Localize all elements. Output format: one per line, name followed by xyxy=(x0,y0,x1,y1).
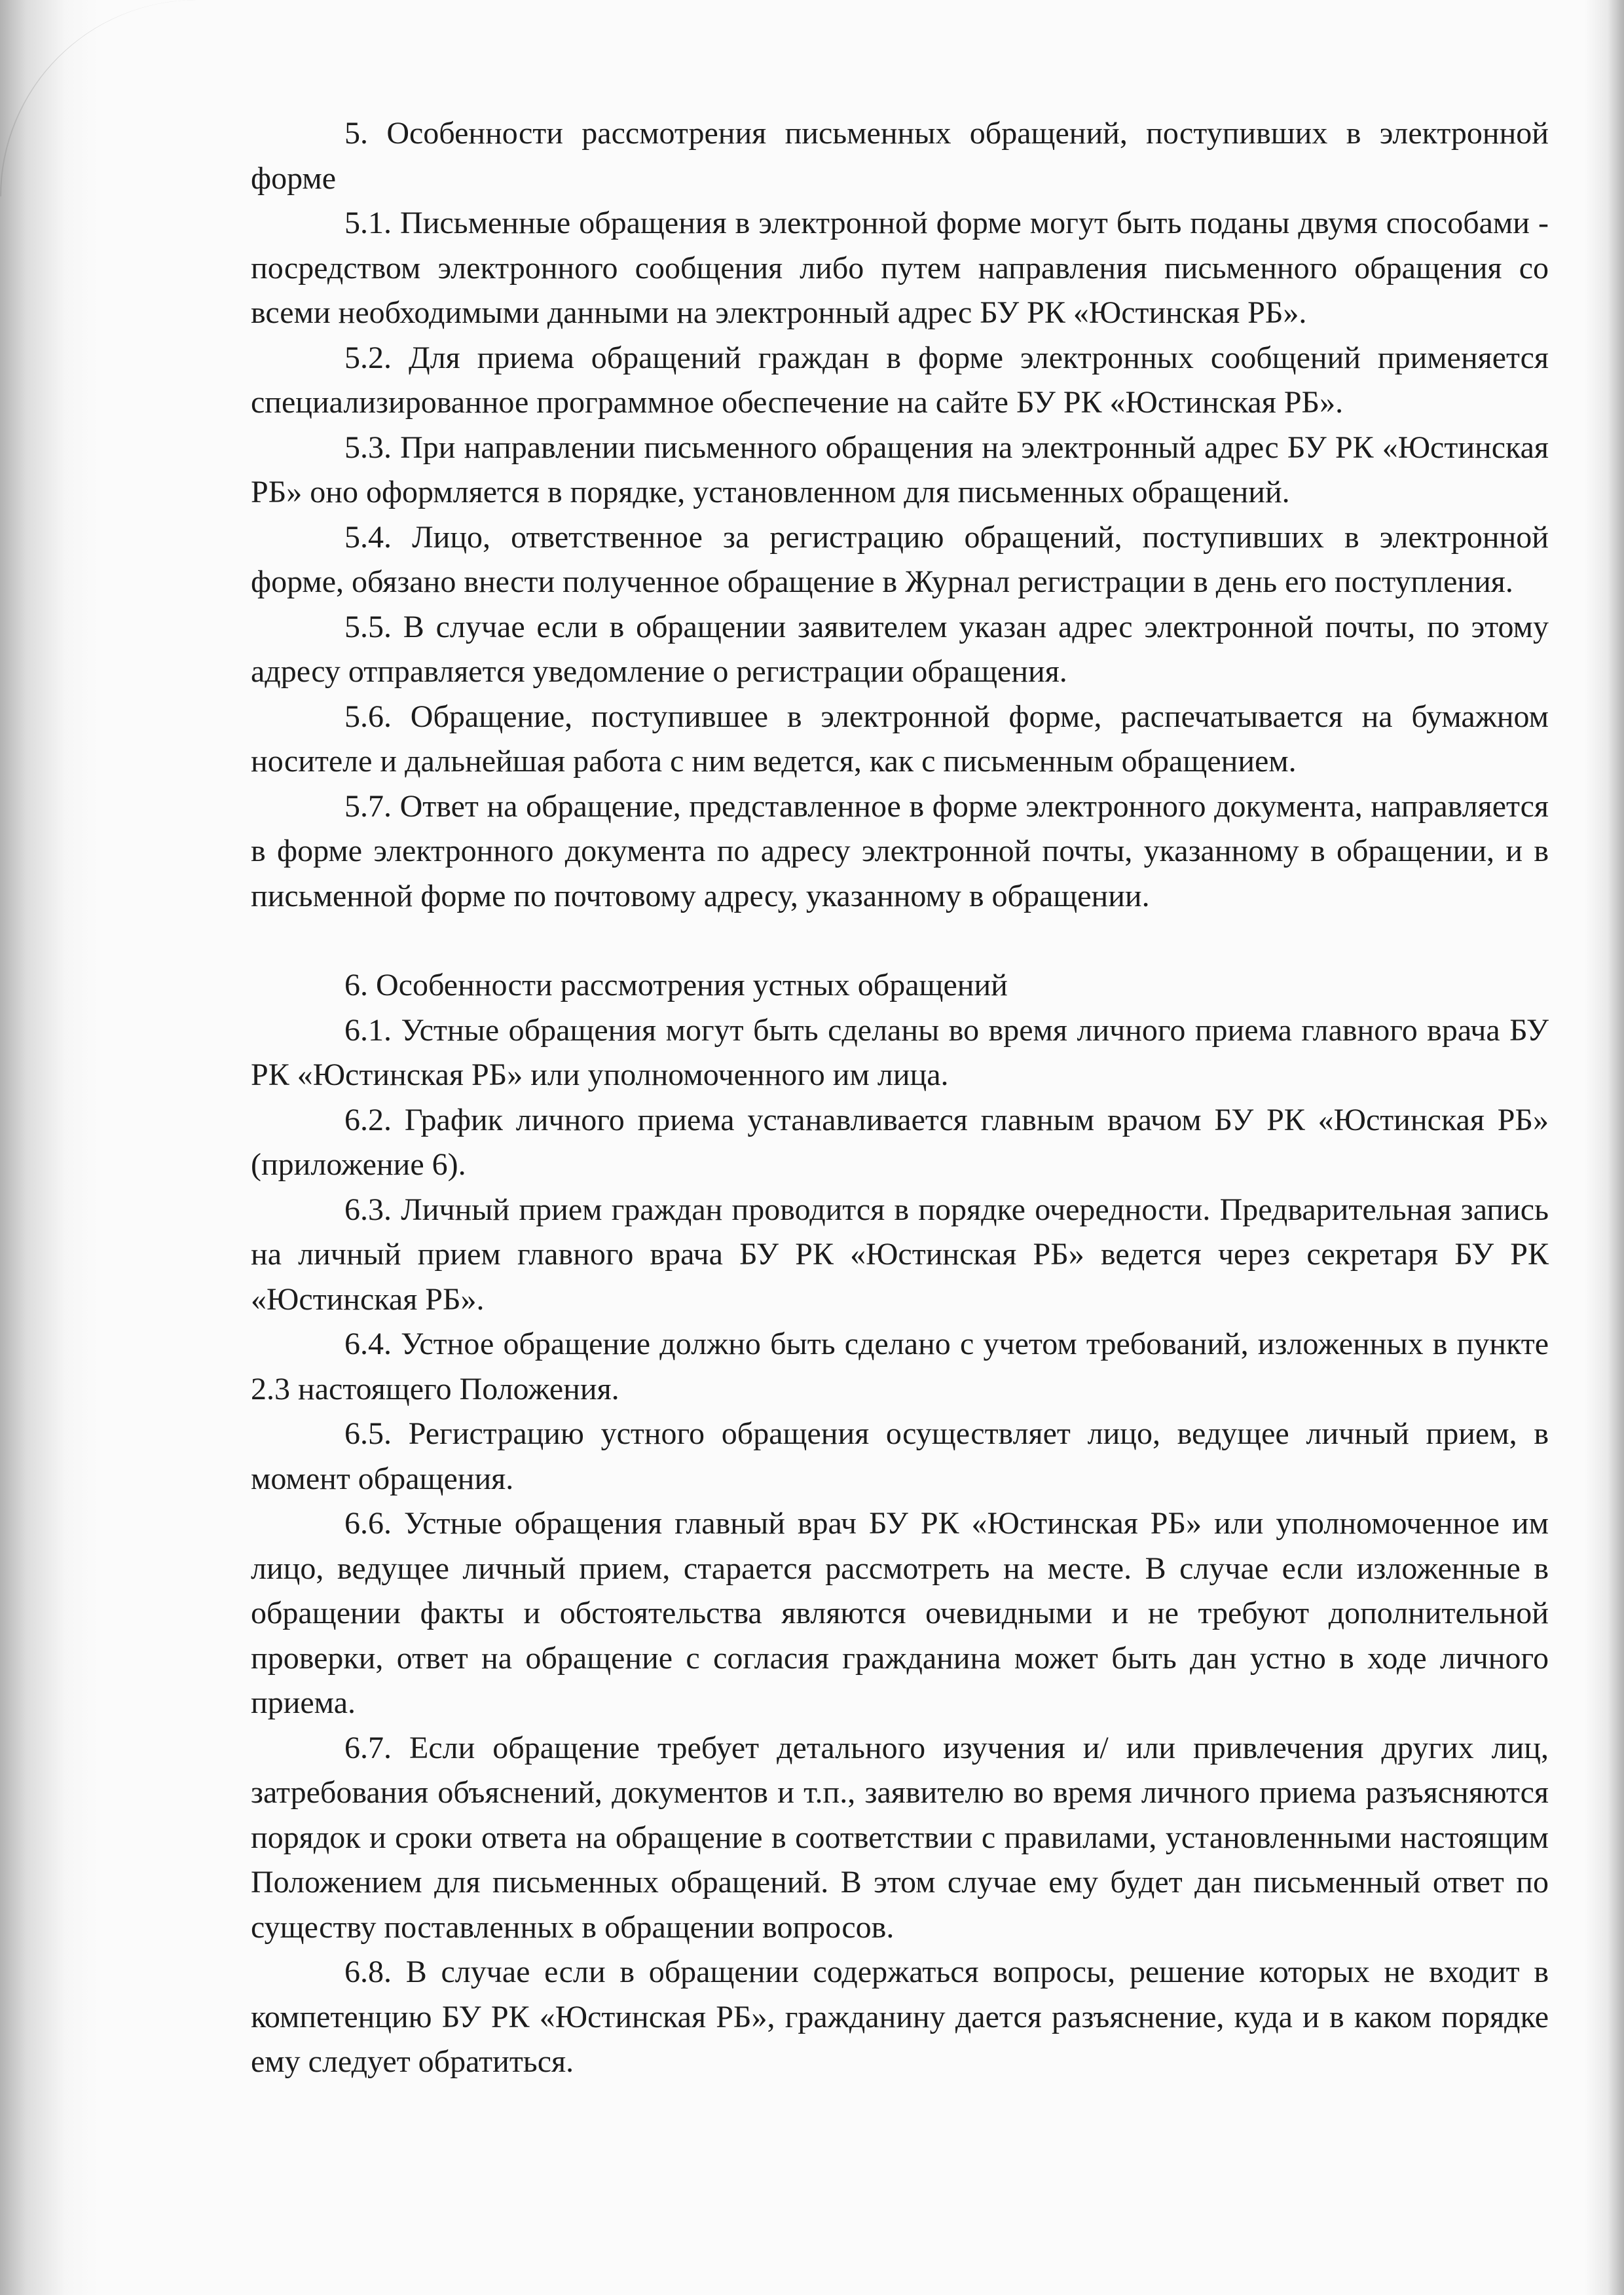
scan-shadow-right xyxy=(1585,0,1624,2295)
paragraph-5-3: 5.3. При направлении письменного обращения на электронный адрес БУ РК «Юстинская РБ» оно оформляется в порядке, установленном для письменных обращений. xyxy=(251,430,1549,509)
paragraph-6-5: 6.5. Регистрацию устного обращения осуществляет лицо, ведущее личный прием, в момент обращения. xyxy=(251,1416,1549,1496)
paragraph-6-7: 6.7. Если обращение требует детального изучения и/ или привлечения других лиц, затребования объяснений, документов и т.п., заявителю во время личного приема разъясняются порядок и сроки ответа на обращение в соответствии с правилами, установленными настоящим Положением для письменных обращений. В этом случае ему будет дан письменный ответ по существу поставленных в обращении вопросов. xyxy=(251,1730,1549,1945)
paragraph-5-5: 5.5. В случае если в обращении заявителем указан адрес электронной почты, по этому адресу отправляется уведомление о регистрации обращения. xyxy=(251,609,1549,689)
section-5-heading: 5. Особенности рассмотрения письменных обращений, поступивших в электронной форме xyxy=(251,116,1549,196)
section-gap xyxy=(251,919,1549,963)
paragraph-6-3: 6.3. Личный прием граждан проводится в порядке очередности. Предварительная запись на личный прием главного врача БУ РК «Юстинская РБ» ведется через секретаря БУ РК «Юстинская РБ». xyxy=(251,1192,1549,1317)
paragraph-5-1: 5.1. Письменные обращения в электронной форме могут быть поданы двумя способами - посредством электронного сообщения либо путем направления письменного обращения со всеми необходимыми данными на электронный адрес БУ РК «Юстинская РБ». xyxy=(251,206,1549,330)
paragraph-5-4: 5.4. Лицо, ответственное за регистрацию обращений, поступивших в электронной форме, обязано внести полученное обращение в Журнал регистрации в день его поступления. xyxy=(251,519,1549,599)
paragraph-5-2: 5.2. Для приема обращений граждан в форме электронных сообщений применяется специализированное программное обеспечение на сайте БУ РК «Юстинская РБ». xyxy=(251,340,1549,420)
paragraph-6-8: 6.8. В случае если в обращении содержаться вопросы, решение которых не входит в компетенцию БУ РК «Юстинская РБ», гражданину дается разъяснение, куда и в каком порядке ему следует обратиться. xyxy=(251,1955,1549,2079)
paragraph-6-2: 6.2. График личного приема устанавливается главным врачом БУ РК «Юстинская РБ» (приложение 6). xyxy=(251,1102,1549,1182)
paragraph-5-7: 5.7. Ответ на обращение, представленное в форме электронного документа, направляется в форме электронного документа по адресу электронной почты, указанному в обращении, и в письменной форме по почтовому адресу, указанному в обращении. xyxy=(251,788,1549,913)
document-page xyxy=(251,111,1549,2085)
section-6-heading: 6. Особенности рассмотрения устных обращений xyxy=(344,968,1008,1002)
paragraph-6-1: 6.1. Устные обращения могут быть сделаны во время личного приема главного врача БУ РК «Юстинская РБ» или уполномоченного им лица. xyxy=(251,1012,1549,1092)
paragraph-6-6: 6.6. Устные обращения главный врач БУ РК «Юстинская РБ» или уполномоченное им лицо, ведущее личный прием, старается рассмотреть на месте. В случае если изложенные в обращении факты и обстоятельства являются очевидными и не требуют дополнительной проверки, ответ на обращение с согласия гражданина может быть дан устно в ходе личного приема. xyxy=(251,1506,1549,1720)
paragraph-5-6: 5.6. Обращение, поступившее в электронной форме, распечатывается на бумажном носителе и дальнейшая работа с ним ведется, как с письменным обращением. xyxy=(251,699,1549,779)
paragraph-6-4: 6.4. Устное обращение должно быть сделано с учетом требований, изложенных в пункте 2.3 настоящего Положения. xyxy=(251,1327,1549,1406)
scan-shadow-left xyxy=(0,0,98,2295)
